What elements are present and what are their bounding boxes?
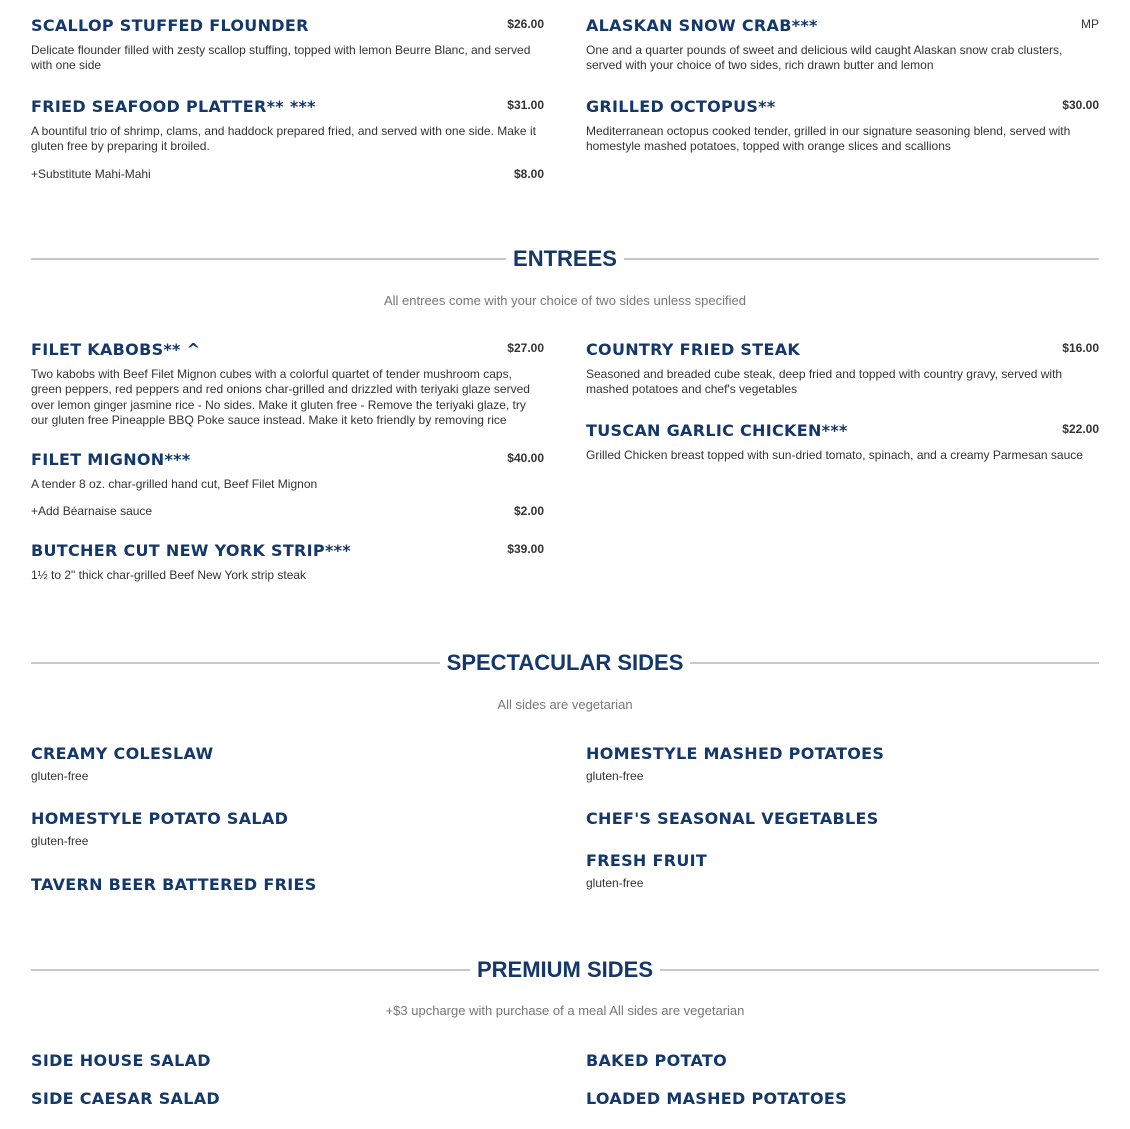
divider: [31, 662, 440, 664]
divider: [31, 258, 506, 260]
entrees-grid: [31, 340, 1099, 601]
section-title: PREMIUM SIDES: [476, 957, 654, 982]
addon-label: +Add Béarnaise sauce: [31, 504, 153, 519]
item-name: HOMESTYLE MASHED POTATOES: [586, 744, 885, 763]
item-description: Seasoned and breaded cube steak, deep fried and topped with country gravy, served with mashed potatoes and chef's vegetables: [586, 367, 1063, 397]
item-name: BUTCHER CUT NEW YORK STRIP***: [31, 541, 351, 561]
side-item: [31, 875, 544, 895]
entrees-left-column: [31, 340, 544, 601]
section-note: All sides are vegetarian: [497, 697, 633, 712]
item-name: TUSCAN GARLIC CHICKEN***: [586, 420, 848, 440]
side-item: [586, 851, 1099, 891]
menu-item: [31, 541, 544, 583]
item-description: gluten-free: [31, 769, 89, 783]
sides-grid: [31, 744, 1099, 915]
divider: [624, 258, 1099, 260]
item-price: $30.00: [1062, 97, 1099, 112]
item-name: COUNTRY FRIED STEAK: [586, 340, 801, 359]
item-description: gluten-free: [586, 769, 644, 783]
item-name: CHEF'S SEASONAL VEGETABLES: [586, 809, 879, 829]
side-item: [586, 1051, 1099, 1071]
premium-sides-right-column: [586, 1051, 1099, 1129]
section-title: ENTREES: [513, 246, 617, 271]
item-price: $27.00: [507, 341, 544, 355]
item-price: MP: [1081, 17, 1099, 31]
item-description: Grilled Chicken breast topped with sun-dried tomato, spinach, and a creamy Parmesan sauce: [586, 447, 1083, 462]
menu-item: [31, 16, 544, 74]
seafood-grid: [31, 16, 1099, 200]
menu-item: [31, 450, 544, 519]
item-addon: [31, 167, 544, 182]
side-item: [31, 1051, 544, 1071]
menu-item: [31, 340, 544, 429]
item-description: Delicate flounder filled with zesty scallop stuffing, topped with lemon Beurre Blanc, and served with one side: [31, 43, 531, 73]
addon-price: $2.00: [513, 504, 544, 519]
seafood-left-column: [31, 16, 544, 200]
item-description: 1½ to 2" thick char-grilled Beef New York strip steak: [31, 568, 307, 583]
item-name: BAKED POTATO: [586, 1051, 728, 1070]
item-price: $31.00: [507, 97, 544, 112]
section-note: All entrees come with your choice of two sides unless specified: [383, 293, 746, 308]
section-header-sides: [31, 648, 1099, 678]
item-description: One and a quarter pounds of sweet and delicious wild caught Alaskan snow crab clusters, served with your choice of two sides, rich drawn butter and lemon: [586, 43, 1063, 73]
sides-left-column: [31, 744, 544, 915]
side-item: [586, 744, 1099, 784]
item-name: SCALLOP STUFFED FLOUNDER: [31, 16, 309, 35]
sides-right-column: [586, 744, 1099, 915]
item-description: A bountiful trio of shrimp, clams, and haddock prepared fried, and served with one side. Make it gluten free by preparing it broiled.: [31, 123, 536, 154]
seafood-right-column: [586, 16, 1099, 200]
item-description: gluten-free: [31, 834, 89, 849]
side-item: [586, 809, 1099, 829]
section-header-entrees: [31, 244, 1099, 274]
item-price: $39.00: [507, 542, 544, 557]
side-item: [31, 809, 544, 849]
divider: [690, 662, 1099, 664]
item-name: SIDE HOUSE SALAD: [31, 1051, 211, 1070]
addon-price: $8.00: [513, 166, 544, 181]
item-name: GRILLED OCTOPUS**: [586, 96, 776, 116]
section-header-premium-sides: [31, 955, 1099, 985]
item-price: $22.00: [1062, 421, 1099, 436]
menu-item: [31, 97, 544, 182]
item-description: Two kabobs with Beef Filet Mignon cubes with a colorful quartet of tender mushroom caps, green peppers, red peppers and red onions char-grilled and drizzled with teriyaki glaze served over lemon ginger jasmine rice - No sides. Make it gluten free - Remove the teriyaki glaze, try our gluten free Pineapple BBQ Poke sauce instead. Make it keto friendly by removing rice: [31, 367, 530, 428]
menu-item: [586, 421, 1099, 463]
item-name: FILET KABOBS** ^: [31, 340, 201, 359]
section-note: +$3 upcharge with purchase of a meal All sides are vegetarian: [385, 1003, 745, 1018]
item-name: FILET MIGNON***: [31, 449, 191, 469]
item-name: LOADED MASHED POTATOES: [586, 1089, 847, 1108]
entrees-right-column: [586, 340, 1099, 601]
item-name: SIDE CAESAR SALAD: [31, 1089, 220, 1108]
side-item: [31, 1089, 544, 1109]
item-name: FRESH FRUIT: [586, 851, 708, 871]
divider: [660, 969, 1099, 971]
item-price: $16.00: [1062, 341, 1099, 355]
item-price: $26.00: [507, 17, 544, 31]
item-addon: [31, 504, 544, 519]
item-price: $40.00: [507, 450, 544, 465]
item-name: TAVERN BEER BATTERED FRIES: [31, 874, 317, 894]
menu-item: [586, 16, 1099, 74]
side-item: [586, 1089, 1099, 1109]
menu-item: [586, 340, 1099, 398]
premium-sides-left-column: [31, 1051, 544, 1129]
addon-label: +Substitute Mahi-Mahi: [31, 166, 151, 181]
section-title: SPECTACULAR SIDES: [446, 650, 684, 675]
item-description: A tender 8 oz. char-grilled hand cut, Beef Filet Mignon: [31, 476, 318, 491]
divider: [31, 969, 470, 971]
side-item: [31, 744, 544, 784]
menu-item: [586, 97, 1099, 155]
item-name: HOMESTYLE POTATO SALAD: [31, 809, 289, 829]
item-name: CREAMY COLESLAW: [31, 744, 214, 763]
item-description: gluten-free: [586, 876, 644, 891]
premium-sides-grid: [31, 1051, 1099, 1129]
item-name: FRIED SEAFOOD PLATTER** ***: [31, 96, 316, 116]
item-name: ALASKAN SNOW CRAB***: [586, 16, 818, 35]
item-description: Mediterranean octopus cooked tender, grilled in our signature seasoning blend, served with homestyle mashed potatoes, topped with orange slices and scallions: [586, 123, 1071, 154]
